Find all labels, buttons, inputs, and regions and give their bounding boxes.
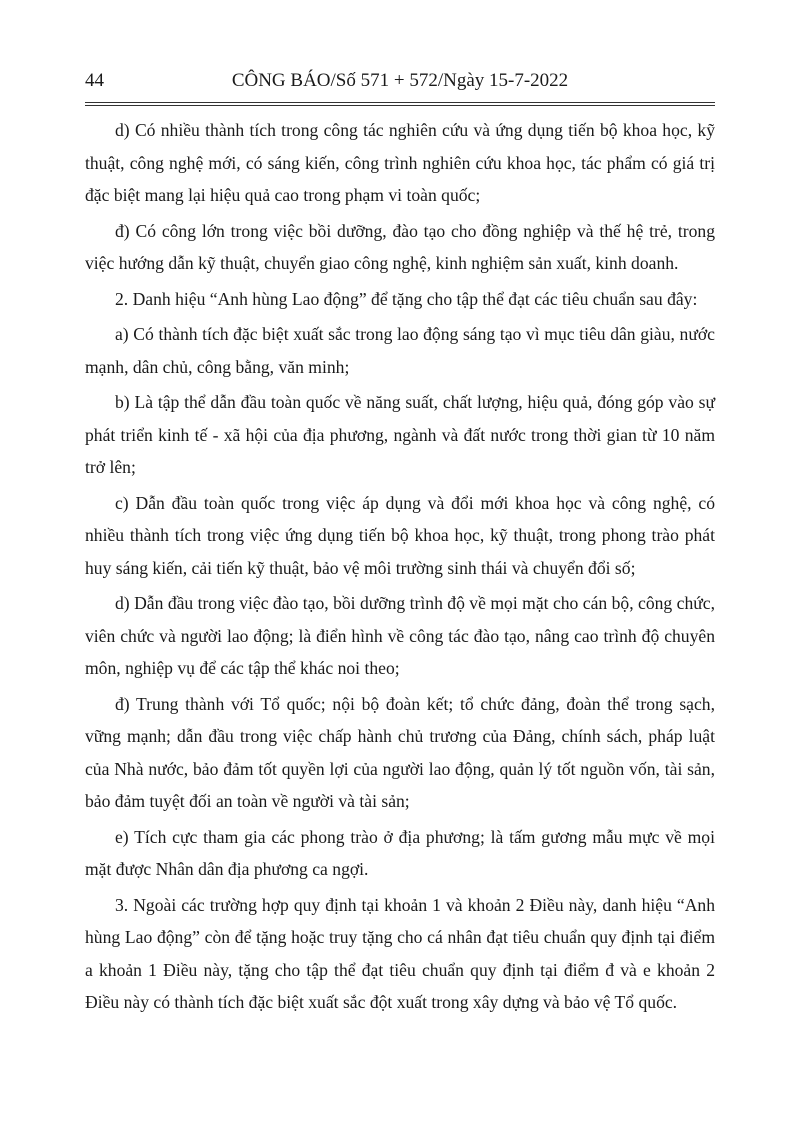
paragraph: d) Dẫn đầu trong việc đào tạo, bồi dưỡng trình độ về mọi mặt cho cán bộ, công chức, viên chức và người lao động; là điển hình về công tác đào tạo, nâng cao trình độ chuyên môn, nghiệp vụ để các tập thể khác noi theo; bbox=[85, 593, 715, 678]
header-divider bbox=[85, 102, 715, 103]
page-number: 44 bbox=[85, 70, 104, 91]
paragraph: c) Dẫn đầu toàn quốc trong việc áp dụng và đổi mới khoa học và công nghệ, có nhiều thành tích trong việc ứng dụng tiến bộ khoa học, kỹ thuật, trong phong trào phát huy sáng kiến, cải tiến kỹ thuật, bảo vệ môi trường sinh thái và chuyển đổi số; bbox=[85, 492, 715, 578]
paragraph: e) Tích cực tham gia các phong trào ở địa phương; là tấm gương mẫu mực về mọi mặt được Nhân dân địa phương ca ngợi. bbox=[85, 826, 715, 879]
document-body bbox=[85, 114, 715, 1022]
paragraph: d) Có nhiều thành tích trong công tác nghiên cứu và ứng dụng tiến bộ khoa học, kỹ thuật, công nghệ mới, có sáng kiến, công trình nghiên cứu khoa học, tác phẩm có giá trị đặc biệt mang lại hiệu quả cao trong phạm vi toàn quốc; bbox=[85, 120, 715, 205]
paragraph: 2. Danh hiệu “Anh hùng Lao động” để tặng cho tập thể đạt các tiêu chuẩn sau đây: bbox=[115, 288, 698, 309]
page-header bbox=[85, 70, 715, 100]
paragraph: 3. Ngoài các trường hợp quy định tại khoản 1 và khoản 2 Điều này, danh hiệu “Anh hùng Lao động” còn để tặng hoặc truy tặng cho cá nhân đạt tiêu chuẩn quy định tại điểm a khoản 1 Điều này, tặng cho tập thể đạt tiêu chuẩn quy định tại điểm đ và e khoản 2 Điều này có thành tích đặc biệt xuất sắc đột xuất trong xây dựng và bảo vệ Tổ quốc. bbox=[85, 894, 715, 1012]
paragraph: a) Có thành tích đặc biệt xuất sắc trong lao động sáng tạo vì mục tiêu dân giàu, nước mạnh, dân chủ, công bằng, văn minh; bbox=[85, 324, 715, 377]
paragraph: đ) Có công lớn trong việc bồi dưỡng, đào tạo cho đồng nghiệp và thế hệ trẻ, trong việc hướng dẫn kỹ thuật, chuyển giao công nghệ, kinh nghiệm sản xuất, kinh doanh. bbox=[85, 220, 715, 273]
header-divider-secondary bbox=[85, 105, 715, 106]
paragraph: b) Là tập thể dẫn đầu toàn quốc về năng suất, chất lượng, hiệu quả, đóng góp vào sự phát triển kinh tế - xã hội của địa phương, ngành và đất nước trong thời gian từ 10 năm trở lên; bbox=[85, 392, 715, 477]
paragraph: đ) Trung thành với Tổ quốc; nội bộ đoàn kết; tổ chức đảng, đoàn thể trong sạch, vững mạnh; dẫn đầu trong việc chấp hành chủ trương của Đảng, chính sách, pháp luật của Nhà nước, bảo đảm tốt quyền lợi của người lao động, quản lý tốt nguồn vốn, tài sản, bảo đảm tuyệt đối an toàn về người và tài sản; bbox=[85, 693, 715, 811]
gazette-title: CÔNG BÁO/Số 571 + 572/Ngày 15-7-2022 bbox=[231, 70, 569, 91]
